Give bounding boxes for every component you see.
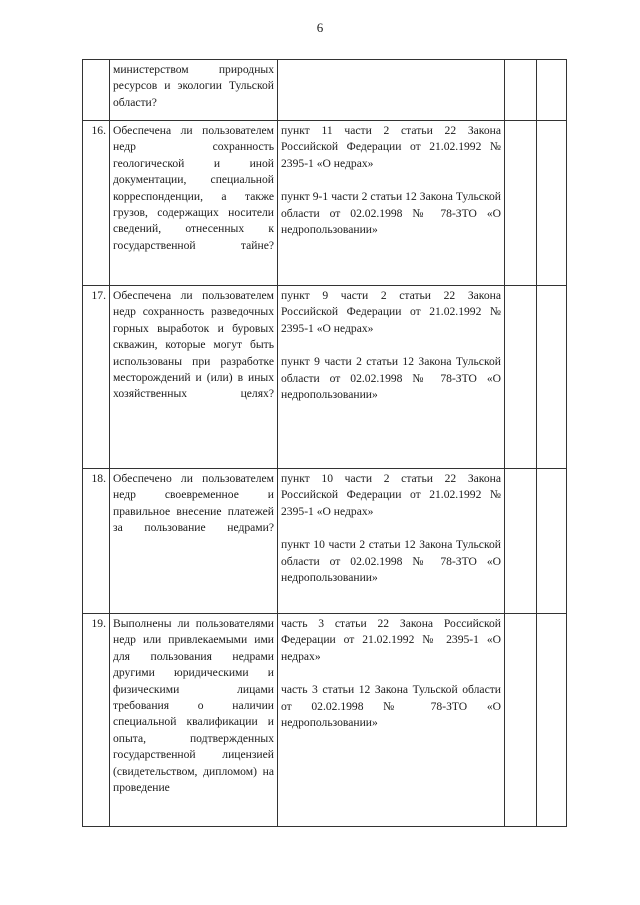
answer-cell — [505, 614, 537, 827]
table-row — [83, 469, 567, 614]
legal-reference: пункт 10 части 2 статьи 22 Закона Российской Федерации от 21.02.1992 № 2395-1 «О недрах» — [281, 472, 501, 518]
legal-reference-cell — [278, 60, 505, 121]
checklist-table — [82, 59, 567, 827]
legal-reference-cell — [278, 286, 505, 469]
question-cell — [110, 286, 278, 469]
legal-reference: пункт 9 части 2 статьи 12 Закона Тульской области от 02.02.1998 № 78-ЗТО «О недропользовании» — [281, 355, 501, 402]
table-row — [83, 121, 567, 286]
question-cell — [110, 121, 278, 286]
note-cell — [537, 286, 567, 469]
table-row — [83, 60, 567, 121]
row-number — [83, 60, 110, 121]
answer-cell — [505, 60, 537, 121]
legal-reference: пункт 10 части 2 статьи 12 Закона Тульской области от 02.02.1998 № 78-ЗТО «О недропользовании» — [281, 538, 501, 585]
legal-reference-cell — [278, 614, 505, 827]
answer-cell — [505, 469, 537, 614]
table-row — [83, 286, 567, 469]
question-text: министерством природных ресурсов и экологии Тульской области? — [113, 63, 274, 109]
table-row — [83, 614, 567, 827]
question-cell — [110, 60, 278, 121]
note-cell — [537, 614, 567, 827]
question-text: Обеспечена ли пользователем недр сохранность разведочных горных выработок и буровых скважин, которые могут быть использованы при разработке месторождений и (или) в иных хозяйственных целях? — [113, 289, 274, 401]
question-text: Обеспечено ли пользователем недр своевременное и правильное внесение платежей за пользование недрами? — [113, 472, 274, 535]
legal-reference-cell — [278, 469, 505, 614]
row-number: 16. — [83, 121, 110, 286]
legal-reference: часть 3 статьи 22 Закона Российской Федерации от 21.02.1992 № 2395-1 «О недрах» — [281, 617, 501, 663]
row-number: 17. — [83, 286, 110, 469]
question-cell — [110, 614, 278, 827]
legal-reference: пункт 11 части 2 статьи 22 Закона Российской Федерации от 21.02.1992 № 2395-1 «О недрах» — [281, 124, 501, 170]
legal-reference: часть 3 статьи 12 Закона Тульской области от 02.02.1998 № 78-ЗТО «О недропользовании» — [281, 683, 501, 730]
question-cell — [110, 469, 278, 614]
note-cell — [537, 469, 567, 614]
row-number: 19. — [83, 614, 110, 827]
legal-reference: пункт 9-1 части 2 статьи 12 Закона Тульской области от 02.02.1998 № 78-ЗТО «О недропользовании» — [281, 190, 501, 237]
page-number: 6 — [316, 20, 324, 35]
question-text: Обеспечена ли пользователем недр сохранность геологической и иной документации, специальной корреспонденции, а также грузов, содержащих носители сведений, отнесенных к государственной тайне? — [113, 124, 274, 252]
note-cell — [537, 60, 567, 121]
answer-cell — [505, 121, 537, 286]
legal-reference-cell — [278, 121, 505, 286]
row-number: 18. — [83, 469, 110, 614]
note-cell — [537, 121, 567, 286]
legal-reference: пункт 9 части 2 статьи 22 Закона Российской Федерации от 21.02.1992 № 2395-1 «О недрах» — [281, 289, 501, 335]
question-text: Выполнены ли пользователями недр или привлекаемыми ими для пользования недрами другими юридическими и физическими лицами требования о наличии специальной квалификации и опыта, подтвержденных государственной лицензией (свидетельством, дипломом) на проведение — [113, 617, 274, 795]
answer-cell — [505, 286, 537, 469]
